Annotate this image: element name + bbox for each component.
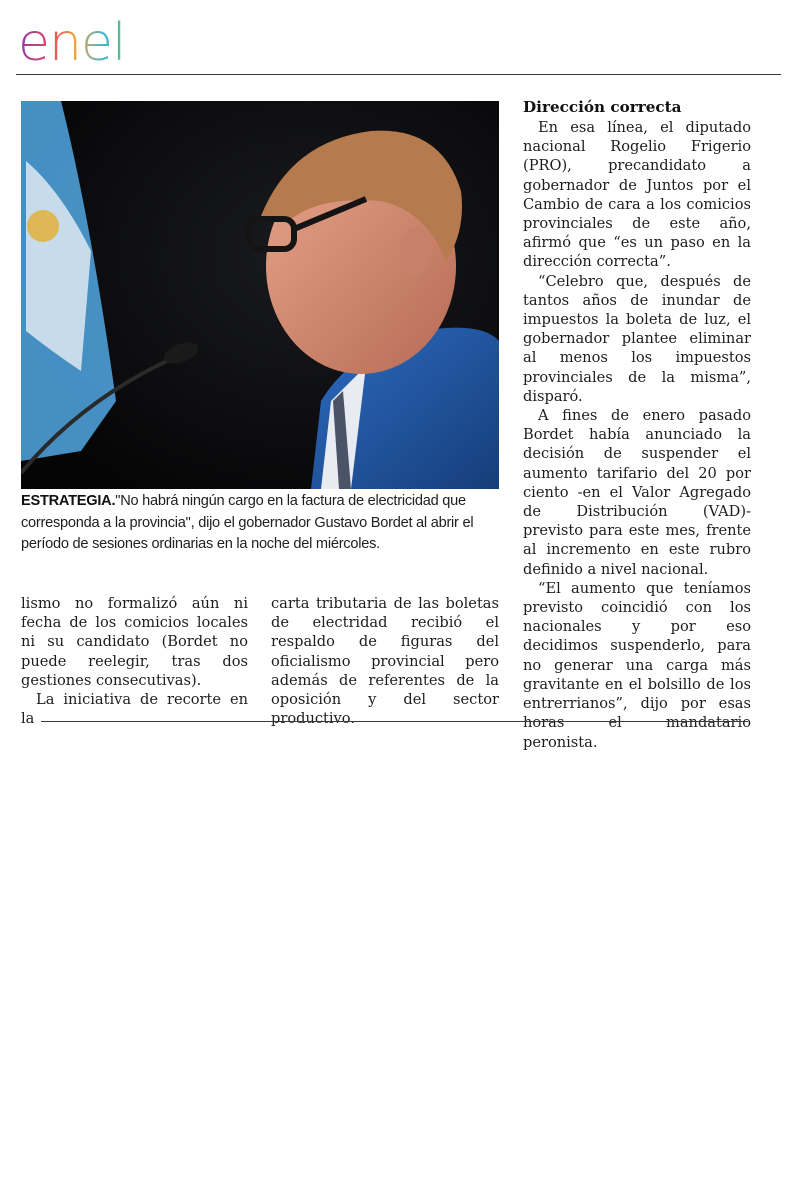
logo-wordmark: enel — [18, 14, 126, 70]
article-photo — [21, 101, 499, 489]
paragraph: carta tributaria de las boletas de electridad recibió el respaldo de figuras del oficialismo provincial pero además de referentes de la oposición y del sector productivo. — [271, 595, 499, 728]
paragraph: La iniciativa de recorte en la — [21, 691, 248, 728]
article-column-left — [21, 594, 248, 728]
paragraph: lismo no formalizó aún ni fecha de los comicios locales ni su candidato (Bordet no puede reelegir, tras dos gestiones consecutivas). — [21, 595, 248, 689]
photo-caption — [21, 491, 501, 556]
enel-logo — [18, 14, 170, 70]
article-column-right — [523, 98, 751, 752]
photo-icon — [21, 101, 499, 489]
paragraph: “Celebro que, después de tantos años de inundar de impuestos la boleta de luz, el gobernador plantee eliminar al menos los impuestos provinciales de la misma”, disparó. — [523, 272, 751, 405]
header-divider — [16, 74, 781, 75]
section-subhead: Dirección correcta — [523, 98, 682, 116]
article-column-middle — [271, 594, 499, 728]
caption-label: ESTRATEGIA. — [21, 493, 116, 509]
paragraph: En esa línea, el diputado nacional Rogelio Frigerio (PRO), precandidato a gobernador de Juntos por el Cambio de cara a los comicios provinciales de este año, afirmó que “es un paso en la dirección correcta”. — [523, 119, 751, 271]
caption-text: "No habrá ningún cargo en la factura de electricidad que corresponda a la provincia", dijo el gobernador Gustavo Bordet al abrir el período de sesiones ordinarias en la noche del miércoles. — [21, 493, 474, 552]
footer-divider — [41, 721, 748, 722]
paragraph: A fines de enero pasado Bordet había anunciado la decisión de suspender el aumento tarifario del 20 por ciento -en el Valor Agregado de Distribución (VAD)- previsto para este mes, frente al incremento en este rubro definido a nivel nacional. — [523, 407, 751, 578]
paragraph: “El aumento que teníamos previsto coincidió con los nacionales y por eso decidimos suspenderlo, para no generar una carga más gravitante en el bolsillo de los entrerrianos”, dijo por esas horas el mandatario peronista. — [523, 579, 751, 751]
